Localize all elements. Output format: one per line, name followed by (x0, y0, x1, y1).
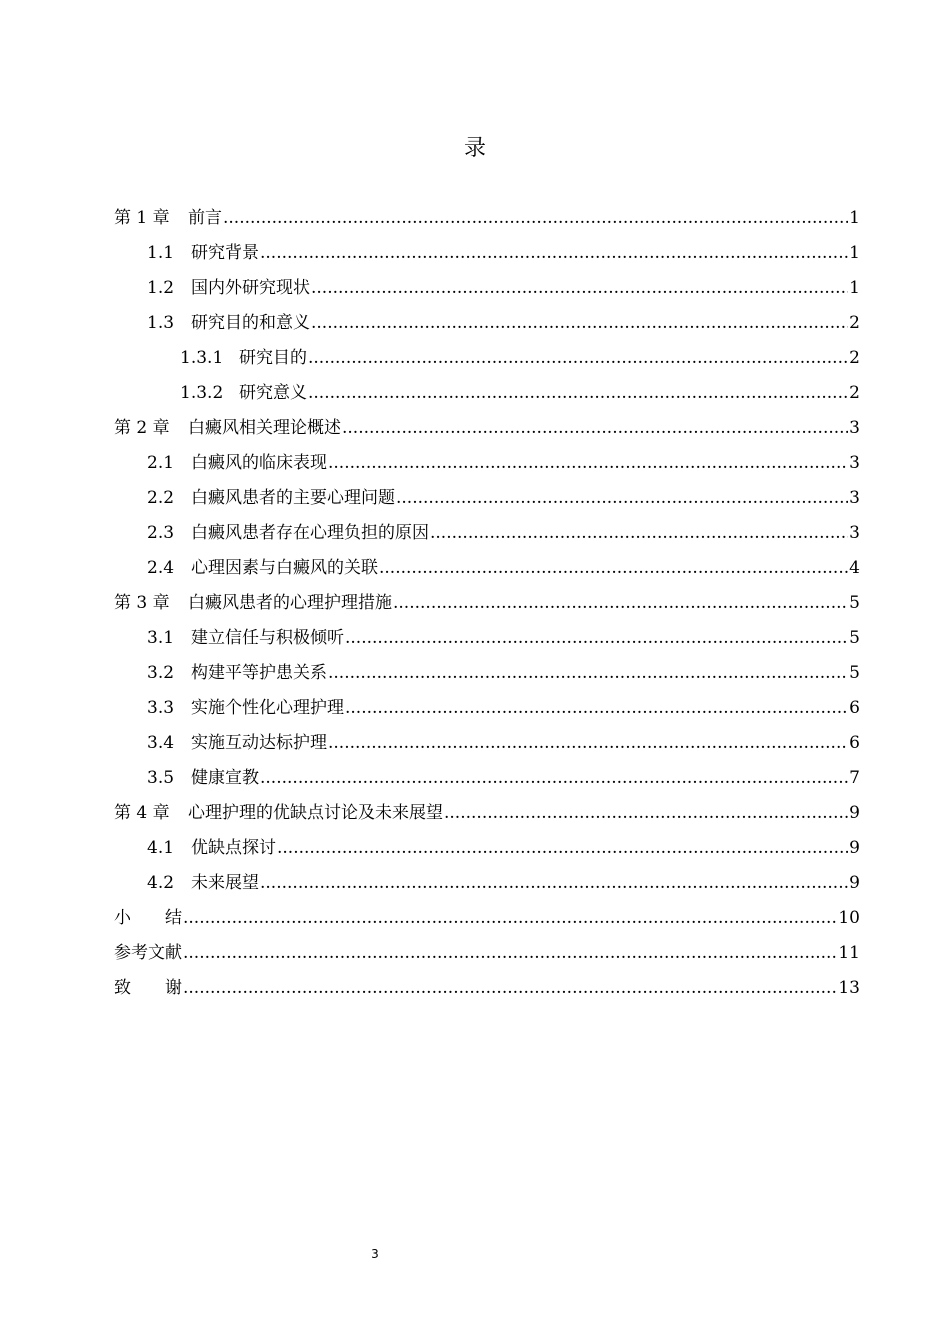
toc-dot-leader (308, 341, 848, 376)
toc-entry-title: 建立信任与积极倾听 (191, 628, 344, 648)
toc-entry[interactable] (114, 271, 860, 306)
toc-entry-title: 未来展望 (191, 873, 259, 893)
toc-entry-number: 2.1 (147, 453, 175, 473)
toc-entry[interactable] (114, 971, 860, 1006)
toc-entry-page: 1 (849, 278, 860, 298)
toc-entry[interactable] (114, 236, 860, 271)
toc-entry[interactable] (114, 761, 860, 796)
toc-entry-title: 健康宣教 (191, 768, 259, 788)
toc-entry-page: 6 (849, 698, 860, 718)
toc-entry-number: 1.1 (147, 243, 175, 263)
toc-dot-leader (328, 726, 848, 761)
toc-entry-number: 第 2 章 (114, 418, 170, 438)
toc-entry-page: 13 (838, 978, 860, 998)
toc-entry[interactable] (114, 201, 860, 236)
toc-dot-leader (396, 481, 848, 516)
toc-entry-title: 白癜风相关理论概述 (188, 418, 341, 438)
toc-entry-title: 小 结 (114, 908, 182, 928)
toc-entry-number: 4.2 (147, 873, 175, 893)
toc-entry[interactable] (114, 831, 860, 866)
toc-entry-page: 9 (849, 838, 860, 858)
toc-dot-leader (311, 306, 848, 341)
toc-entry-number: 2.3 (147, 523, 175, 543)
toc-dot-leader (345, 621, 848, 656)
toc-entry-number: 第 1 章 (114, 208, 170, 228)
toc-entry-title: 研究意义 (239, 383, 307, 403)
toc-entry[interactable] (114, 306, 860, 341)
toc-entry-title: 研究目的 (239, 348, 307, 368)
toc-dot-leader (342, 411, 848, 446)
toc-entry[interactable] (114, 726, 860, 761)
toc-entry-page: 3 (849, 418, 860, 438)
toc-entry[interactable] (114, 691, 860, 726)
toc-entry-title: 实施互动达标护理 (191, 733, 327, 753)
toc-entry-number: 第 3 章 (114, 593, 170, 613)
toc-dot-leader (430, 516, 848, 551)
toc-entry-number: 第 4 章 (114, 803, 170, 823)
toc-dot-leader (277, 831, 848, 866)
toc-entry-number: 3.3 (147, 698, 175, 718)
toc-entry-page: 5 (849, 593, 860, 613)
toc-entry-title: 白癜风的临床表现 (191, 453, 327, 473)
page-number: 3 (371, 1247, 379, 1261)
toc-entry[interactable] (114, 376, 860, 411)
toc-entry-title: 致 谢 (114, 978, 182, 998)
toc-entry[interactable] (114, 551, 860, 586)
toc-entry-page: 5 (849, 628, 860, 648)
toc-entry-page: 3 (849, 453, 860, 473)
toc-entry-number: 4.1 (147, 838, 175, 858)
toc-entry-title: 白癜风患者存在心理负担的原因 (191, 523, 429, 543)
toc-entry-page: 3 (849, 488, 860, 508)
toc-dot-leader (308, 376, 848, 411)
toc-entry-title: 白癜风患者的心理护理措施 (188, 593, 392, 613)
toc-entry-number: 2.2 (147, 488, 175, 508)
toc-dot-leader (345, 691, 848, 726)
toc-entry-title: 心理护理的优缺点讨论及未来展望 (188, 803, 443, 823)
toc-dot-leader (328, 656, 848, 691)
toc-entry[interactable] (114, 341, 860, 376)
toc-entry-number: 1.3.2 (180, 383, 224, 403)
toc-dot-leader (260, 236, 848, 271)
toc-entry[interactable] (114, 866, 860, 901)
toc-dot-leader (444, 796, 848, 831)
toc-dot-leader (183, 901, 837, 936)
toc-entry-number: 3.4 (147, 733, 175, 753)
toc-entry-title: 研究背景 (191, 243, 259, 263)
toc-entry[interactable] (114, 901, 860, 936)
toc-entry-page: 7 (849, 768, 860, 788)
toc-entry-number: 1.2 (147, 278, 175, 298)
toc-entry-number: 1.3.1 (180, 348, 224, 368)
toc-entry-page: 2 (849, 348, 860, 368)
toc-entry-title: 构建平等护患关系 (191, 663, 327, 683)
toc-entry[interactable] (114, 446, 860, 481)
toc-entry-number: 2.4 (147, 558, 175, 578)
page-title: 录 (463, 136, 486, 161)
toc-entry[interactable] (114, 586, 860, 621)
toc-dot-leader (183, 971, 837, 1006)
toc-entry[interactable] (114, 936, 860, 971)
toc-entry-title: 前言 (188, 208, 222, 228)
toc-dot-leader (311, 271, 848, 306)
toc-entry-page: 4 (849, 558, 860, 578)
toc-entry-title: 参考文献 (114, 943, 182, 963)
toc-entry-page: 1 (849, 243, 860, 263)
toc-entry-number: 3.2 (147, 663, 175, 683)
toc-entry[interactable] (114, 481, 860, 516)
toc-entry-page: 5 (849, 663, 860, 683)
toc-entry[interactable] (114, 796, 860, 831)
toc-dot-leader (260, 761, 848, 796)
toc-entry[interactable] (114, 656, 860, 691)
toc-entry-page: 11 (838, 943, 860, 963)
toc-entry-title: 优缺点探讨 (191, 838, 276, 858)
toc-entry-page: 1 (849, 208, 860, 228)
toc-dot-leader (379, 551, 848, 586)
toc-entry-title: 心理因素与白癜风的关联 (191, 558, 378, 578)
toc-entry-page: 6 (849, 733, 860, 753)
toc-dot-leader (223, 201, 848, 236)
toc-entry-number: 3.5 (147, 768, 175, 788)
table-of-contents (114, 201, 860, 1006)
toc-entry-page: 9 (849, 873, 860, 893)
toc-entry[interactable] (114, 621, 860, 656)
toc-entry-title: 实施个性化心理护理 (191, 698, 344, 718)
toc-entry-page: 3 (849, 523, 860, 543)
toc-entry-number: 1.3 (147, 313, 175, 333)
toc-entry-number: 3.1 (147, 628, 175, 648)
toc-entry-page: 2 (849, 313, 860, 333)
toc-dot-leader (328, 446, 848, 481)
toc-dot-leader (260, 866, 848, 901)
toc-entry-title: 白癜风患者的主要心理问题 (191, 488, 395, 508)
toc-dot-leader (393, 586, 848, 621)
toc-entry-page: 9 (849, 803, 860, 823)
toc-entry[interactable] (114, 516, 860, 551)
toc-entry[interactable] (114, 411, 860, 446)
toc-entry-title: 研究目的和意义 (191, 313, 310, 333)
toc-entry-page: 10 (838, 908, 860, 928)
toc-entry-title: 国内外研究现状 (191, 278, 310, 298)
toc-dot-leader (183, 936, 837, 971)
toc-entry-page: 2 (849, 383, 860, 403)
